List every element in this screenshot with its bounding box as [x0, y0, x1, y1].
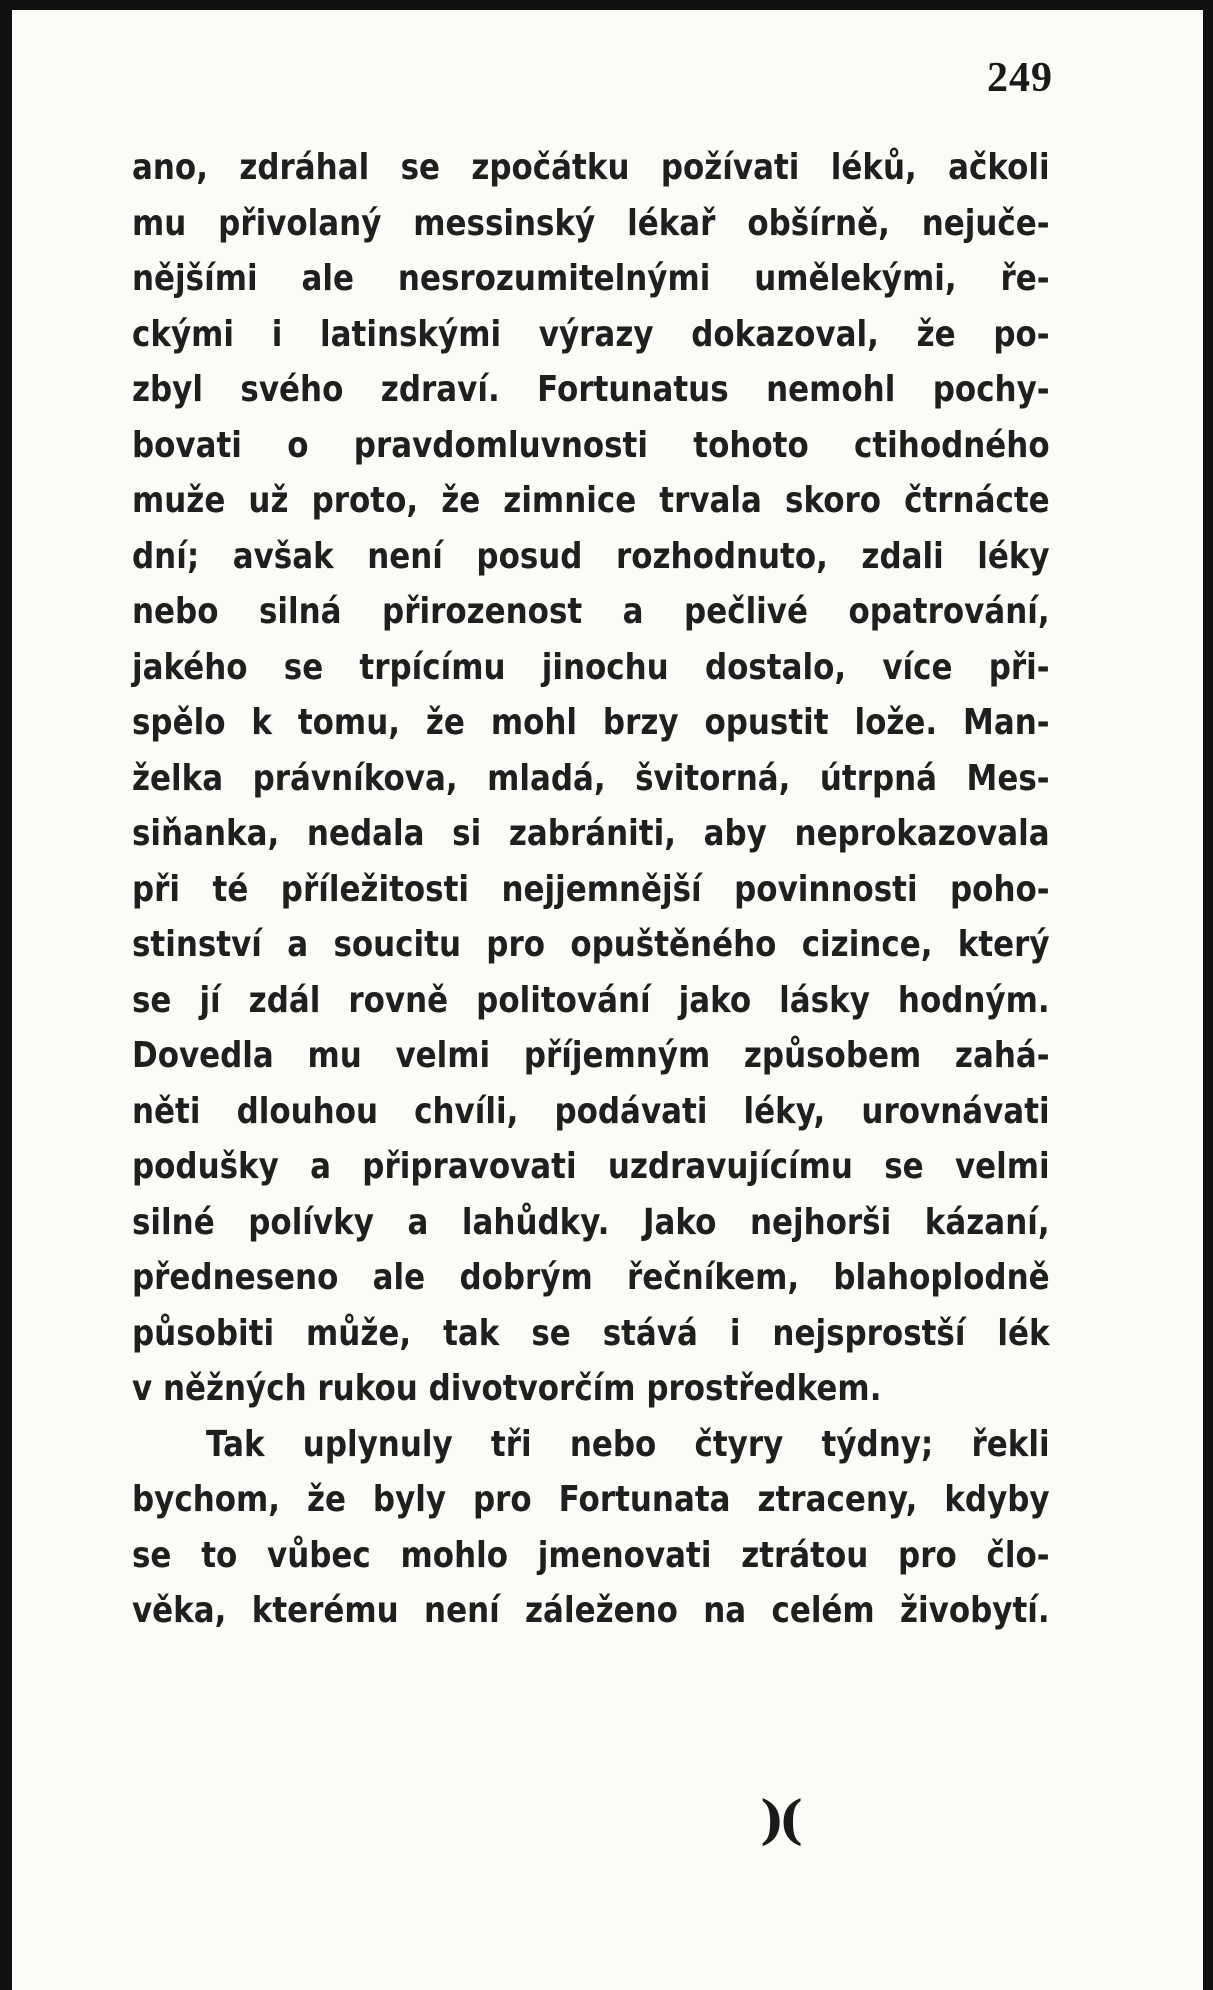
page-number: 249	[987, 55, 1053, 101]
body-text	[132, 140, 1050, 1639]
text-line: muže už proto, že zimnice trvala skoro čtrnácte	[132, 480, 1050, 521]
text-line: zbyl svého zdraví. Fortunatus nemohl pochy-	[132, 369, 1050, 410]
text-line: se jí zdál rovně politování jako lásky hodným.	[132, 979, 1050, 1021]
text-line: stinství a soucitu pro opuštěného cizince, který	[132, 924, 1050, 965]
text-line: předneseno ale dobrým řečníkem, blahoplodně	[132, 1257, 1050, 1298]
text-line: věka, kterému není záleženo na celém živobytí.	[132, 1590, 1050, 1631]
text-line: ano, zdráhal se zpočátku požívati léků, ačkoli	[132, 147, 1050, 188]
scan-edge-right	[1203, 0, 1213, 1990]
text-line: Dovedla mu velmi příjemným způsobem zahá-	[132, 1035, 1050, 1076]
text-line: bychom, že byly pro Fortunata ztraceny, kdyby	[132, 1479, 1050, 1520]
text-line: ckými i latinskými výrazy dokazoval, že po-	[132, 313, 1050, 355]
end-ornament: )(	[760, 1790, 798, 1851]
scan-edge-left	[0, 0, 12, 1990]
text-line: spělo k tomu, že mohl brzy opustit lože. Man-	[132, 702, 1050, 743]
text-line: bovati o pravdomluvnosti tohoto ctihodného	[132, 424, 1050, 466]
text-line: dní; avšak není posud rozhodnuto, zdali léky	[132, 535, 1050, 577]
text-line: v něžných rukou divotvorčím prostředkem.	[132, 1368, 882, 1409]
text-line: při té příležitosti nejjemnější povinnosti poho-	[132, 868, 1050, 910]
text-line: něti dlouhou chvíli, podávati léky, urovnávati	[132, 1090, 1050, 1132]
text-line: nebo silná přirozenost a pečlivé opatrování,	[132, 591, 1050, 632]
text-line: Tak uplynuly tři nebo čtyry týdny; řekli	[205, 1423, 1050, 1465]
text-line: silné polívky a lahůdky. Jako nejhorši kázaní,	[132, 1201, 1050, 1243]
text-line: jakého se trpícímu jinochu dostalo, více při-	[132, 646, 1050, 688]
text-line: mu přivolaný messinský lékař obšírně, nejuče-	[132, 202, 1050, 244]
text-line: se to vůbec mohlo jmenovati ztrátou pro člo-	[132, 1534, 1050, 1576]
scan-edge-top	[0, 0, 1213, 10]
text-line: siňanka, nedala si zabrániti, aby neprokazovala	[132, 813, 1050, 854]
text-line: podušky a připravovati uzdravujícímu se velmi	[132, 1146, 1050, 1187]
text-line: želka právníkova, mladá, švitorná, útrpná Mes-	[132, 757, 1050, 799]
text-line: působiti může, tak se stává i nejsprostší lék	[132, 1312, 1050, 1354]
text-line: nějšími ale nesrozumitelnými umělekými, ře-	[132, 258, 1050, 299]
